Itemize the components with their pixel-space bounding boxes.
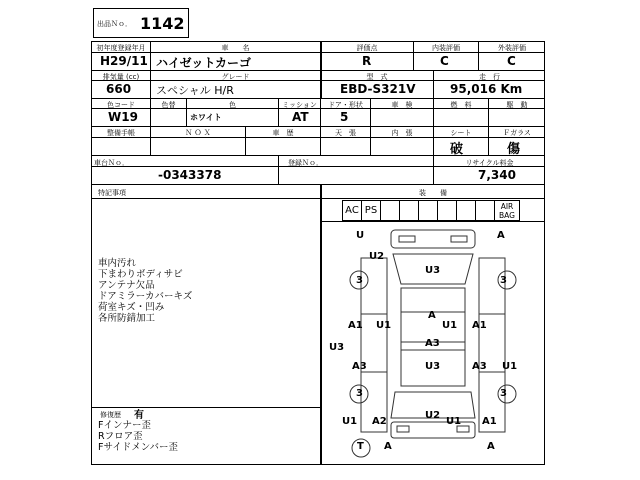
- color-label: 色: [229, 101, 236, 109]
- headliner-label: 天 張: [335, 129, 356, 137]
- grid-line: [278, 155, 279, 184]
- grid-line: [91, 407, 321, 408]
- grid-line: [91, 155, 545, 156]
- color-code-value: W19: [108, 110, 138, 124]
- fuel-label: 燃 料: [450, 101, 472, 109]
- damage-mark: A2: [372, 416, 387, 427]
- interior-trim-label: 内 張: [391, 129, 413, 137]
- equipment-slot: [399, 200, 419, 221]
- notes-label: 特記事項: [98, 189, 126, 197]
- interior-score-label: 内装評価: [432, 44, 460, 52]
- note-item: 荷室キズ・凹み: [98, 302, 165, 313]
- repair-item: Fサイドメンバー歪: [98, 442, 179, 453]
- damage-mark: A1: [472, 320, 487, 331]
- displacement-value: 660: [106, 82, 132, 96]
- grid-line: [91, 98, 545, 99]
- first-registration-value: H29/11: [100, 54, 148, 68]
- equipment-grid: [342, 200, 520, 221]
- note-item: 各所防錆加工: [98, 313, 156, 324]
- equipment-slot: [437, 200, 457, 221]
- repair-item: Rフロア歪: [98, 431, 143, 442]
- damage-mark: 3: [500, 275, 507, 286]
- damage-mark: U3: [329, 342, 345, 353]
- first-registration-label: 初年度登録年月: [96, 44, 146, 52]
- damage-mark: U3: [425, 265, 441, 276]
- car-name-value: ハイゼットカーゴ: [156, 56, 252, 70]
- door-type-label: ドア・形状: [328, 101, 363, 109]
- front-bumper-outline: [391, 230, 475, 248]
- headlight-right: [451, 236, 467, 242]
- grade-value: スペシャル H/R: [156, 84, 234, 97]
- equipment-item: AC: [345, 205, 359, 216]
- service-record-label: 整備手帳: [107, 129, 135, 137]
- equipment-label: 装 備: [419, 189, 447, 197]
- model-code-value: EBD-S321V: [340, 82, 416, 96]
- color-code-label: 色コード: [107, 101, 135, 109]
- registration-number-label: 登録Ｎｏ．: [288, 159, 323, 167]
- damage-mark: A: [428, 310, 436, 321]
- drive-label: 駆 動: [506, 101, 528, 109]
- damage-mark: A3: [472, 361, 487, 372]
- damage-mark: U2: [369, 251, 385, 262]
- equipment-slot: [456, 200, 476, 221]
- damage-mark: A: [487, 441, 495, 452]
- grade-score-label: 評価点: [356, 44, 378, 52]
- equipment-ac: [342, 200, 362, 221]
- note-item: 車内汚れ: [98, 258, 137, 269]
- equipment-slot: [418, 200, 438, 221]
- damage-mark: U1: [446, 416, 462, 427]
- damage-mark: A1: [348, 320, 363, 331]
- car-name-label: 車 名: [221, 44, 250, 52]
- mileage-value: 95,016 Km: [450, 82, 523, 96]
- color-value: ホワイト: [190, 113, 222, 122]
- damage-mark: A1: [482, 416, 497, 427]
- transmission-label: ミッション: [282, 101, 317, 109]
- damage-mark: A3: [425, 338, 440, 349]
- damage-mark: U1: [342, 416, 358, 427]
- transmission-value: AT: [292, 110, 309, 124]
- repair-history-label: 修復歴: [100, 411, 121, 419]
- repair-item: Fインナー歪: [98, 420, 151, 431]
- recycle-fee-label: リサイクル料金: [465, 159, 514, 167]
- equipment-slot: [380, 200, 400, 221]
- seat-value: 破: [450, 142, 464, 157]
- grid-line: [91, 198, 545, 199]
- grade-score-value: R: [362, 54, 372, 68]
- chassis-number-label: 車台Ｎｏ．: [94, 159, 129, 167]
- rear-bumper-outline: [391, 422, 475, 438]
- lot-number: 1142: [140, 14, 185, 33]
- color-change-label: 色替: [161, 101, 176, 109]
- damage-mark: 3: [356, 388, 363, 399]
- grade-label: グレード: [221, 73, 250, 81]
- chassis-number-value: -0343378: [158, 168, 222, 182]
- mileage-label: 走 行: [479, 73, 500, 81]
- equipment-item: AIR BAG: [499, 202, 515, 220]
- recycle-fee-value: 7,340: [478, 168, 516, 182]
- equipment-item: PS: [364, 205, 378, 216]
- model-code-label: 型 式: [366, 73, 388, 81]
- note-item: ドアミラーカバーキズ: [98, 291, 193, 302]
- windshield-label: Ｆガラス: [503, 129, 531, 137]
- equipment-airbag: [494, 200, 520, 221]
- grid-line: [91, 126, 545, 127]
- damage-mark: T: [357, 441, 364, 452]
- equipment-slot: [475, 200, 495, 221]
- car-history-label: 車 歴: [272, 129, 294, 137]
- lot-number-box: [93, 8, 189, 38]
- note-item: 下まわりボディサビ: [98, 269, 183, 280]
- exterior-score-value: C: [507, 54, 516, 68]
- damage-mark: 3: [500, 388, 507, 399]
- taillight-left: [397, 426, 409, 432]
- exterior-score-label: 外装評価: [498, 44, 526, 52]
- nox-label: Ｎ Ｏ Ｘ: [185, 129, 211, 137]
- repair-list: [98, 420, 178, 453]
- displacement-label: 排気量 (cc): [102, 73, 140, 81]
- notes-list: [98, 258, 192, 324]
- repair-history-value: 有: [134, 410, 144, 421]
- windshield-value: 傷: [507, 142, 521, 157]
- lot-number-label: 出品Ｎｏ．: [97, 20, 132, 28]
- damage-mark: A: [497, 230, 505, 241]
- seat-label: シート: [450, 129, 472, 137]
- interior-score-value: C: [440, 54, 449, 68]
- door-type-value: 5: [340, 110, 349, 124]
- damage-mark: A: [384, 441, 392, 452]
- damage-mark: U2: [425, 410, 441, 421]
- damage-mark: U3: [425, 361, 441, 372]
- note-item: アンテナ欠品: [98, 280, 155, 291]
- damage-mark: U1: [376, 320, 392, 331]
- left-side-outline: [361, 258, 387, 432]
- damage-mark: U1: [502, 361, 518, 372]
- headlight-left: [399, 236, 415, 242]
- equipment-ps: [361, 200, 381, 221]
- damage-mark: A3: [352, 361, 367, 372]
- grid-line: [91, 184, 545, 185]
- damage-mark: U1: [442, 320, 458, 331]
- damage-mark: 3: [356, 275, 363, 286]
- inspection-label: 車 検: [391, 101, 413, 109]
- damage-mark: U: [356, 230, 365, 241]
